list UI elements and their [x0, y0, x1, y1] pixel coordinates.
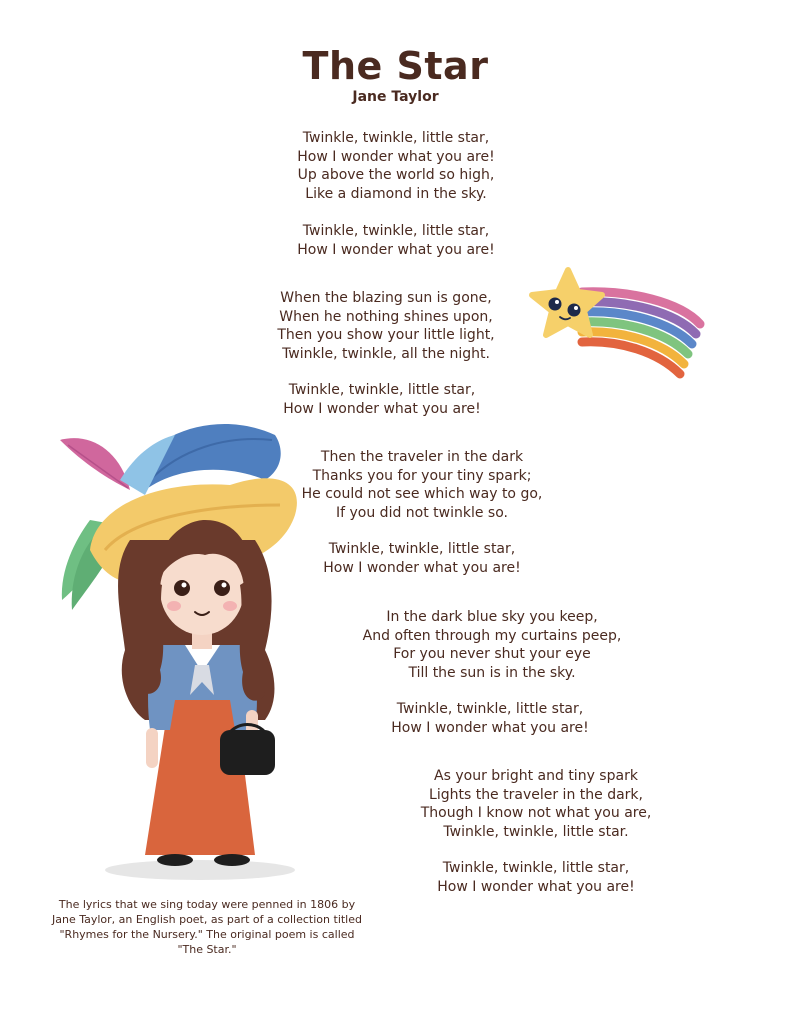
stanza-8 [390, 700, 590, 737]
poem-line: How I wonder what you are! [297, 241, 495, 258]
poem-line: Twinkle, twinkle, little star, [396, 701, 584, 717]
page-title: The Star [302, 44, 489, 88]
poem-line: How I wonder what you are! [297, 148, 495, 165]
poem-line: How I wonder what you are! [323, 559, 521, 576]
footnote: The lyrics that we sing today were penned in 1806 by Jane Taylor, an English poet, as part of a collection titled "Rhymes for the Nursery." The original poem is called "The Star." [51, 898, 362, 956]
poem-line: Till the sun is in the sky. [408, 664, 576, 681]
poem-line: When he nothing shines upon, [279, 308, 493, 325]
stanza-7 [357, 608, 627, 682]
poem-line: Twinkle, twinkle, little star, [288, 382, 476, 398]
poem-line: When the blazing sun is gone, [280, 290, 492, 306]
poem-line: Twinkle, twinkle, little star, [328, 541, 516, 557]
poem-line: Twinkle, twinkle, little star, [442, 860, 630, 876]
poem-line: Though I know not what you are, [420, 805, 652, 821]
author-name: Jane Taylor [352, 89, 439, 105]
poem-line: And often through my curtains peep, [362, 627, 622, 644]
poem-line: Then you show your little light, [277, 327, 495, 343]
poem-line: As your bright and tiny spark [434, 768, 638, 784]
shooting-star-icon [520, 262, 710, 387]
poem-line: Twinkle, twinkle, little star, [302, 130, 490, 146]
stanza-2 [296, 222, 496, 259]
stanza-5 [291, 448, 553, 522]
poem-line: Lights the traveler in the dark, [429, 786, 643, 803]
stanza-3 [266, 289, 506, 363]
poem-line: Thanks you for your tiny spark; [312, 467, 532, 484]
poem-line: How I wonder what you are! [437, 878, 635, 895]
poem-line: In the dark blue sky you keep, [386, 609, 598, 625]
poem-line: If you did not twinkle so. [336, 504, 508, 521]
stanza-10 [436, 859, 636, 896]
poem-line: Twinkle, twinkle, little star, [302, 223, 490, 239]
stanza-4 [282, 381, 482, 418]
poem-line: Like a diamond in the sky. [305, 185, 487, 202]
poem-line: How I wonder what you are! [283, 400, 481, 417]
poem-line: Twinkle, twinkle, all the night. [282, 345, 490, 362]
poem-line: Up above the world so high, [297, 167, 495, 183]
poem-line: He could not see which way to go, [301, 486, 543, 502]
poem-line: How I wonder what you are! [391, 719, 589, 736]
stanza-1 [296, 129, 496, 203]
stanza-6 [322, 540, 522, 577]
poem-line: For you never shut your eye [393, 646, 591, 662]
stanza-9 [416, 767, 656, 841]
poem-line: Then the traveler in the dark [320, 449, 524, 465]
girl-illustration [50, 410, 310, 885]
poem-line: Twinkle, twinkle, little star. [443, 823, 629, 840]
